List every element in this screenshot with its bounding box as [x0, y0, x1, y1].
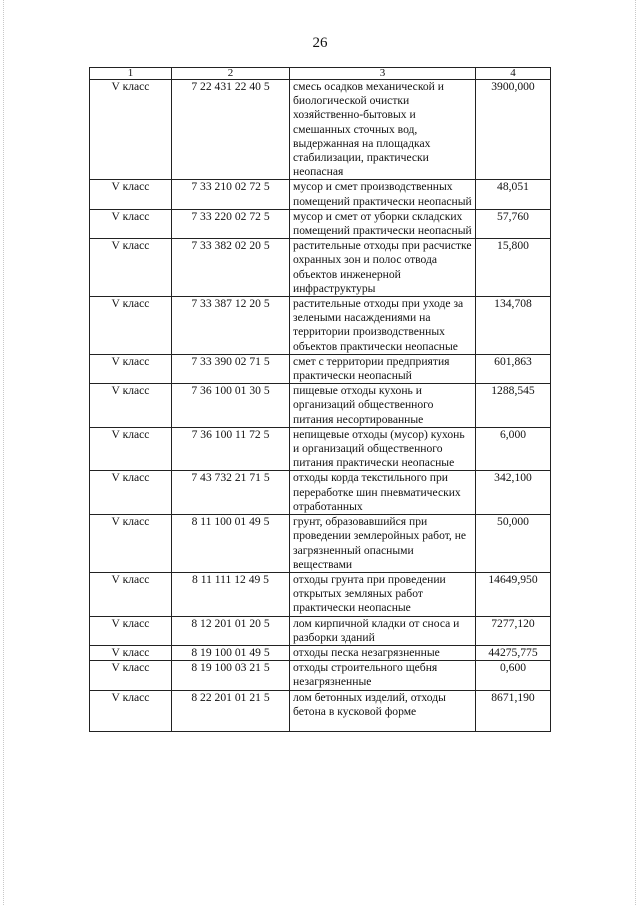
table-row	[90, 209, 551, 238]
table-row	[90, 354, 551, 383]
page-number: 26	[312, 35, 328, 51]
header-col-1: 1	[90, 68, 172, 80]
table-row	[90, 384, 551, 428]
waste-name-cell: смет с территории предприятия практически неопасный	[290, 354, 476, 383]
waste-code-cell: 8 19 100 01 49 5	[172, 645, 290, 660]
waste-name-cell: пищевые отходы кухонь и организаций общественного питания несортированные	[290, 384, 476, 428]
table-row	[90, 690, 551, 731]
hazard-class-cell: V класс	[90, 209, 172, 238]
table-body	[90, 80, 551, 732]
table-row	[90, 616, 551, 645]
hazard-class-cell: V класс	[90, 384, 172, 428]
waste-code-cell: 8 12 201 01 20 5	[172, 616, 290, 645]
scan-edge-right	[635, 0, 636, 905]
amount-cell: 0,600	[476, 661, 551, 690]
amount-cell: 134,708	[476, 297, 551, 355]
amount-cell: 15,800	[476, 239, 551, 297]
table-row	[90, 239, 551, 297]
hazard-class-cell: V класс	[90, 616, 172, 645]
table-row	[90, 572, 551, 616]
table-row	[90, 645, 551, 660]
waste-code-cell: 7 33 390 02 71 5	[172, 354, 290, 383]
hazard-class-cell: V класс	[90, 645, 172, 660]
scan-edge-left	[3, 0, 4, 905]
table-header	[90, 68, 551, 80]
waste-code-cell: 7 22 431 22 40 5	[172, 80, 290, 180]
amount-cell: 57,760	[476, 209, 551, 238]
waste-name-cell: отходы корда текстильного при переработке шин пневматических отработанных	[290, 471, 476, 515]
amount-cell: 7277,120	[476, 616, 551, 645]
waste-code-cell: 7 43 732 21 71 5	[172, 471, 290, 515]
waste-name-cell: непищевые отходы (мусор) кухонь и организаций общественного питания практически неопасные	[290, 427, 476, 471]
hazard-class-cell: V класс	[90, 239, 172, 297]
waste-name-cell: растительные отходы при расчистке охранных зон и полос отвода объектов инженерной инфраструктуры	[290, 239, 476, 297]
amount-cell: 3900,000	[476, 80, 551, 180]
waste-name-cell: смесь осадков механической и биологической очистки хозяйственно-бытовых и смешанных сточных вод, выдержанная на площадках стабилизации, практически неопасная	[290, 80, 476, 180]
table-row	[90, 471, 551, 515]
hazard-class-cell: V класс	[90, 354, 172, 383]
waste-code-cell: 7 33 382 02 20 5	[172, 239, 290, 297]
table-row	[90, 661, 551, 690]
hazard-class-cell: V класс	[90, 427, 172, 471]
waste-name-cell: мусор и смет производственных помещений практически неопасный	[290, 180, 476, 209]
header-row	[90, 68, 551, 80]
amount-cell: 44275,775	[476, 645, 551, 660]
waste-code-cell: 7 33 220 02 72 5	[172, 209, 290, 238]
amount-cell: 6,000	[476, 427, 551, 471]
table-row	[90, 180, 551, 209]
hazard-class-cell: V класс	[90, 572, 172, 616]
amount-cell: 1288,545	[476, 384, 551, 428]
hazard-class-cell: V класс	[90, 515, 172, 573]
table-row	[90, 80, 551, 180]
waste-code-cell: 8 11 100 01 49 5	[172, 515, 290, 573]
waste-code-cell: 7 33 210 02 72 5	[172, 180, 290, 209]
hazard-class-cell: V класс	[90, 690, 172, 731]
amount-cell: 8671,190	[476, 690, 551, 731]
hazard-class-cell: V класс	[90, 80, 172, 180]
waste-name-cell: отходы песка незагрязненные	[290, 645, 476, 660]
hazard-class-cell: V класс	[90, 180, 172, 209]
waste-name-cell: растительные отходы при уходе за зелеными насаждениями на территории производственных объектов практически неопасные	[290, 297, 476, 355]
amount-cell: 50,000	[476, 515, 551, 573]
waste-name-cell: отходы строительного щебня незагрязненные	[290, 661, 476, 690]
table-row	[90, 515, 551, 573]
waste-name-cell: мусор и смет от уборки складских помещений практически неопасный	[290, 209, 476, 238]
table-row	[90, 297, 551, 355]
waste-code-cell: 8 11 111 12 49 5	[172, 572, 290, 616]
amount-cell: 14649,950	[476, 572, 551, 616]
waste-code-cell: 7 33 387 12 20 5	[172, 297, 290, 355]
waste-code-cell: 8 19 100 03 21 5	[172, 661, 290, 690]
amount-cell: 601,863	[476, 354, 551, 383]
header-col-3: 3	[290, 68, 476, 80]
waste-code-cell: 8 22 201 01 21 5	[172, 690, 290, 731]
amount-cell: 48,051	[476, 180, 551, 209]
waste-table	[89, 67, 551, 732]
waste-name-cell: лом кирпичной кладки от сноса и разборки зданий	[290, 616, 476, 645]
waste-code-cell: 7 36 100 01 30 5	[172, 384, 290, 428]
waste-code-cell: 7 36 100 11 72 5	[172, 427, 290, 471]
header-col-4: 4	[476, 68, 551, 80]
header-col-2: 2	[172, 68, 290, 80]
waste-name-cell: грунт, образовавшийся при проведении землеройных работ, не загрязненный опасными веществами	[290, 515, 476, 573]
table-row	[90, 427, 551, 471]
waste-name-cell: лом бетонных изделий, отходы бетона в кусковой форме	[290, 690, 476, 731]
hazard-class-cell: V класс	[90, 471, 172, 515]
amount-cell: 342,100	[476, 471, 551, 515]
waste-name-cell: отходы грунта при проведении открытых земляных работ практически неопасные	[290, 572, 476, 616]
hazard-class-cell: V класс	[90, 661, 172, 690]
hazard-class-cell: V класс	[90, 297, 172, 355]
